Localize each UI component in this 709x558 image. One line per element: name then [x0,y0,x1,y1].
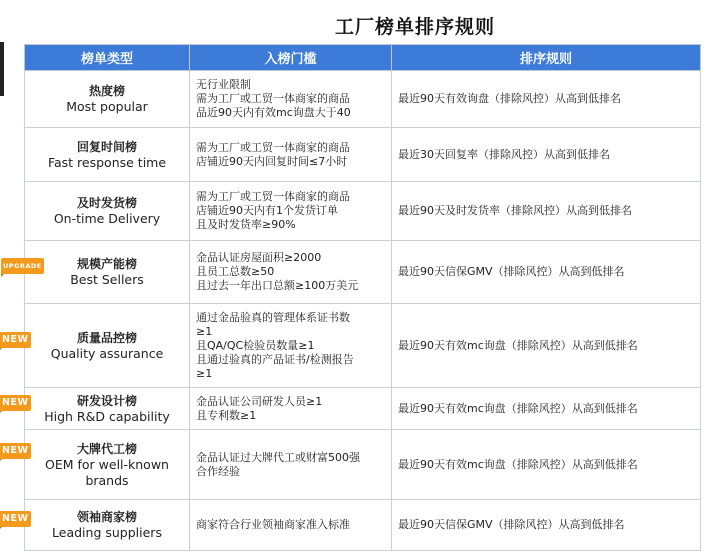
threshold-line: 需为工厂或工贸一体商家的商品 [196,190,350,203]
table-row [25,388,701,430]
ranking-rules-table [2,44,701,551]
page-title: 工厂榜单排序规则 [334,16,495,38]
rule-cell: 最近90天信保GMV（排除风控）从高到低排名 [392,241,701,304]
threshold-line: 需为工厂或工贸一体商家的商品 [196,92,350,105]
list-type-cell [25,182,190,241]
table-row [25,71,701,128]
threshold-line: 且通过验真的产品证书/检测报告 [196,352,354,366]
list-type-wrap [2,330,189,362]
list-type-cell [2,500,190,551]
list-name-en: Leading suppliers [52,525,162,540]
threshold-line: 需为工厂或工贸一体商家的商品 [196,140,350,154]
threshold-line: 通过金品验真的管理体系证书数 [196,310,350,324]
list-type-wrap [25,195,189,227]
new-badge: NEW [0,443,31,459]
list-name-en: On-time Delivery [53,211,161,226]
list-type-cell [3,241,190,304]
upgrade-badge: UPGRADE [1,258,44,274]
threshold-line: 金品认证公司研发人员≥1 [196,394,323,408]
rule-cell: 最近90天有效mc询盘（排除风控）从高到低排名 [392,388,701,430]
list-type-wrap [2,393,189,425]
list-type-wrap [2,509,189,541]
new-badge: NEW [0,332,31,348]
threshold-cell [190,71,392,128]
threshold-cell [190,128,392,182]
list-name-cn: 大牌代工榜 [76,441,137,456]
header-type: 榜单类型 [25,45,190,71]
list-name-en: High R&D capability [44,408,170,424]
threshold-line: 合作经验 [196,464,240,478]
threshold-line: ≥1 [196,324,213,338]
list-name-en: Most popular [66,99,148,114]
table-row [25,128,701,182]
list-name-cn: 领袖商家榜 [76,510,137,524]
list-name-cn: 规模产能榜 [76,257,137,271]
threshold-line: 且员工总数≥50 [196,265,275,278]
rule-cell: 最近90天有效询盘（排除风控）从高到低排名 [392,71,701,128]
list-name-en: Quality assurance [50,345,164,361]
threshold-line: 且QA/QC检验员数量≥1 [196,338,315,352]
threshold-line: 店铺近90天内有1个发货订单 [196,204,338,217]
list-type-cell [25,71,190,128]
rule-cell: 最近30天回复率（排除风控）从高到低排名 [392,128,701,182]
threshold-cell [190,388,392,430]
threshold-line: 金品认证过大牌代工或财富500强 [196,450,360,464]
new-badge: NEW [0,395,31,411]
table-row [25,182,701,241]
threshold-line: 商家符合行业领袖商家准入标准 [196,518,350,531]
list-name-en: Fast response time [47,154,167,170]
list-name-cn: 回复时间榜 [76,139,137,154]
header-rule: 排序规则 [392,45,701,71]
threshold-cell [190,430,392,500]
threshold-line: 且及时发货率≥90% [196,218,296,231]
list-name-en: OEM for well-known brands [45,456,169,488]
list-name-cn: 研发设计榜 [76,393,137,408]
rule-cell: 最近90天信保GMV（排除风控）从高到低排名 [392,500,701,551]
list-name-cn: 热度榜 [88,84,125,98]
table-header-row [25,45,701,71]
list-name-cn: 质量品控榜 [76,330,137,345]
list-name-cn: 及时发货榜 [76,196,137,210]
new-badge: NEW [0,511,31,527]
threshold-line: ≥1 [196,366,213,380]
table-row [25,304,701,388]
list-type-wrap [3,256,189,288]
rule-cell: 最近90天及时发货率（排除风控）从高到低排名 [392,182,701,241]
threshold-line: 金品认证房屋面积≥2000 [196,251,322,264]
list-name-en: Best Sellers [70,272,144,287]
threshold-cell [190,500,392,551]
rule-cell: 最近90天有效mc询盘（排除风控）从高到低排名 [392,304,701,388]
table-row [25,500,701,551]
threshold-line: 无行业限制 [196,78,251,91]
threshold-cell [190,304,392,388]
list-type-cell [2,388,190,430]
list-type-wrap [25,139,189,171]
header-threshold: 入榜门槛 [190,45,392,71]
threshold-line: 且专利数≥1 [196,408,257,422]
table-row [25,241,701,304]
list-type-wrap [2,441,189,489]
threshold-cell [190,241,392,304]
threshold-line: 店铺近90天内回复时间≤7小时 [196,154,348,168]
threshold-line: 且过去一年出口总额≥100万美元 [196,279,359,292]
threshold-cell [190,182,392,241]
list-type-wrap [25,83,189,115]
rule-cell: 最近90天有效mc询盘（排除风控）从高到低排名 [392,430,701,500]
list-type-cell [2,430,190,500]
threshold-line: 品近90天内有效mc询盘大于40 [196,106,351,119]
table-row [25,430,701,500]
list-type-cell [2,304,190,388]
left-edge-bar [0,42,4,96]
ranking-rules-table-container [2,44,700,551]
list-type-cell [25,128,190,182]
